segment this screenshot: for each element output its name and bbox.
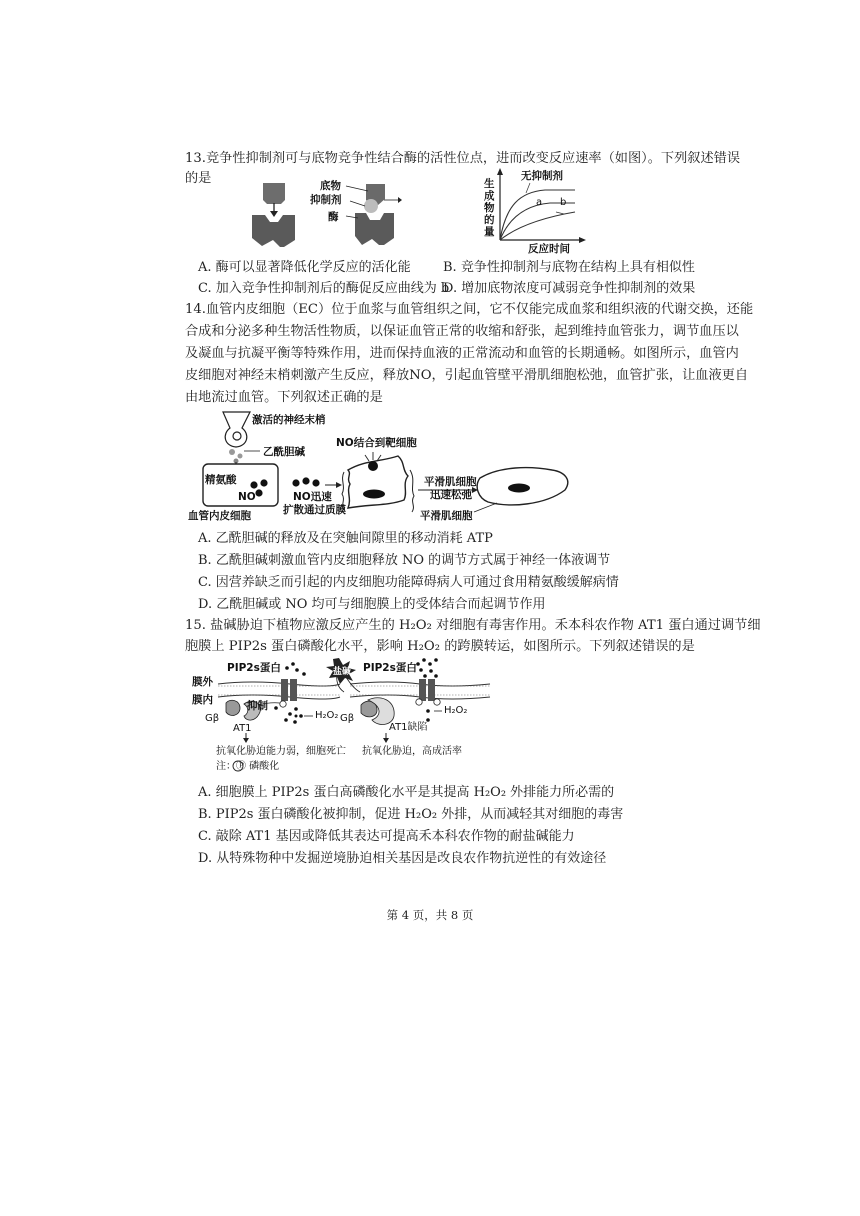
label-no: NO — [238, 491, 256, 503]
label-activated-nerve: 激活的神经末梢 — [252, 414, 326, 426]
label-h2o2-left: H₂O₂ — [315, 710, 339, 721]
q15-stem-line1: 15. 盐碱胁迫下植物应激反应产生的 H₂O₂ 对细胞有毒害作用。禾本科农作物 AT1 蛋白通过调节细 — [185, 618, 761, 633]
q13-stem-line1: 13.竞争性抑制剂可与底物竞争性结合酶的活性位点，进而改变反应速率（如图）。下列叙述错误 — [185, 151, 741, 166]
q15-stem-line2: 胞膜上 PIP2s 蛋白磷酸化水平，影响 H₂O₂ 的跨膜转运，如图所示。下列叙述错误的是 — [185, 639, 695, 654]
q13-option-d: D. 增加底物浓度可减弱竞争性抑制剂的效果 — [443, 281, 696, 296]
label-result-right: 抗氧化胁迫，高成活率 — [362, 746, 462, 757]
q14-stem-line1: 14.血管内皮细胞（EC）位于血浆与血管组织之间，它不仅能完成血浆和组织液的代谢交换，还能 — [185, 302, 754, 317]
q14-option-a: A. 乙酰胆碱的释放及在突触间隙里的移动消耗 ATP — [198, 531, 493, 546]
q15-option-a: A. 细胞膜上 PIP2s 蛋白高磷酸化水平是其提高 H₂O₂ 外排能力所必需的 — [198, 785, 615, 800]
label-pip2s-right: PIP2s蛋白 — [363, 662, 417, 674]
label-gb-left: Gβ — [205, 713, 220, 724]
q14-stem-line3: 及凝血与抗凝平衡等特殊作用，进而保持血液的正常流动和血管的长期通畅。如图所示，血管内 — [185, 346, 739, 361]
label-enzyme: 酶 — [328, 211, 339, 223]
label-salt-alkali: 盐碱 — [333, 667, 352, 677]
q13-stem-line2: 的是 — [185, 171, 212, 186]
q14-stem-line5: 由地流过血管。下列叙述正确的是 — [185, 390, 383, 405]
q14-option-c: C. 因营养缺乏而引起的内皮细胞功能障碍病人可通过食用精氨酸缓解病情 — [198, 575, 619, 590]
label-inhibitor: 抑制剂 — [310, 194, 342, 206]
graph-label-b: b — [560, 197, 567, 208]
label-inside: 膜内 — [192, 694, 213, 706]
label-at1-deficient: AT1缺陷 — [389, 722, 428, 733]
label-smooth-muscle: 平滑肌细胞 — [420, 510, 473, 522]
label-acetylcholine: 乙酰胆碱 — [263, 446, 305, 458]
q13-option-b: B. 竞争性抑制剂与底物在结构上具有相似性 — [443, 260, 695, 275]
q14-option-b: B. 乙酰胆碱刺激血管内皮细胞释放 NO 的调节方式属于神经一体液调节 — [198, 553, 611, 568]
label-outside: 膜外 — [192, 676, 213, 688]
graph-xlabel: 反应时间 — [528, 243, 570, 255]
page-footer: 第 4 页，共 8 页 — [386, 908, 474, 922]
label-arginine: 精氨酸 — [205, 474, 237, 486]
label-endothelial-cell: 血管内皮细胞 — [188, 510, 251, 522]
graph-label-no-inhibitor: 无抑制剂 — [521, 170, 563, 182]
graph-label-a: a — [536, 197, 543, 208]
q13-option-a: A. 酶可以显著降低化学反应的活化能 — [198, 260, 411, 275]
label-gb-right: Gβ — [340, 713, 355, 724]
graph-ylabel: 生成物的量 — [484, 178, 495, 238]
q14-stem-line2: 合成和分泌多种生物活性物质，以保证血管正常的收缩和舒张，起到维持血管张力，调节血压以 — [185, 324, 739, 339]
label-substrate: 底物 — [320, 180, 341, 192]
label-no-diffuse-1: NO迅速 — [293, 491, 332, 503]
label-phospho-note: 注：Ⓟ 磷酸化 — [216, 761, 280, 772]
q15-option-d: D. 从特殊物种中发掘逆境胁迫相关基因是改良农作物抗逆性的有效途径 — [198, 851, 607, 866]
q14-stem-line4: 皮细胞对神经末梢刺激产生反应，释放NO，引起血管壁平滑肌细胞松弛，血管扩张，让血液更自 — [185, 368, 749, 383]
label-pip2s-left: PIP2s蛋白 — [227, 662, 281, 674]
label-no-diffuse-2: 扩散通过质膜 — [283, 504, 346, 516]
label-at1: AT1 — [233, 723, 252, 734]
label-relax-1: 平滑肌细胞 — [424, 476, 477, 488]
q13-option-c: C. 加入竞争性抑制剂后的酶促反应曲线为 b — [198, 281, 450, 296]
q15-option-b: B. PIP2s 蛋白磷酸化被抑制，促进 H₂O₂ 外排，从而减轻其对细胞的毒害 — [198, 807, 624, 822]
q15-option-c: C. 敲除 AT1 基因或降低其表达可提高禾本科农作物的耐盐碱能力 — [198, 829, 575, 844]
label-h2o2-right: H₂O₂ — [444, 705, 468, 716]
label-inhibit: 抑制 — [247, 700, 268, 712]
q14-option-d: D. 乙酰胆碱或 NO 均可与细胞膜上的受体结合而起调节作用 — [198, 597, 546, 612]
label-result-left: 抗氧化胁迫能力弱，细胞死亡 — [216, 746, 346, 757]
label-no-target: NO结合到靶细胞 — [336, 437, 417, 449]
label-relax-2: 迅速松弛 — [430, 489, 472, 501]
